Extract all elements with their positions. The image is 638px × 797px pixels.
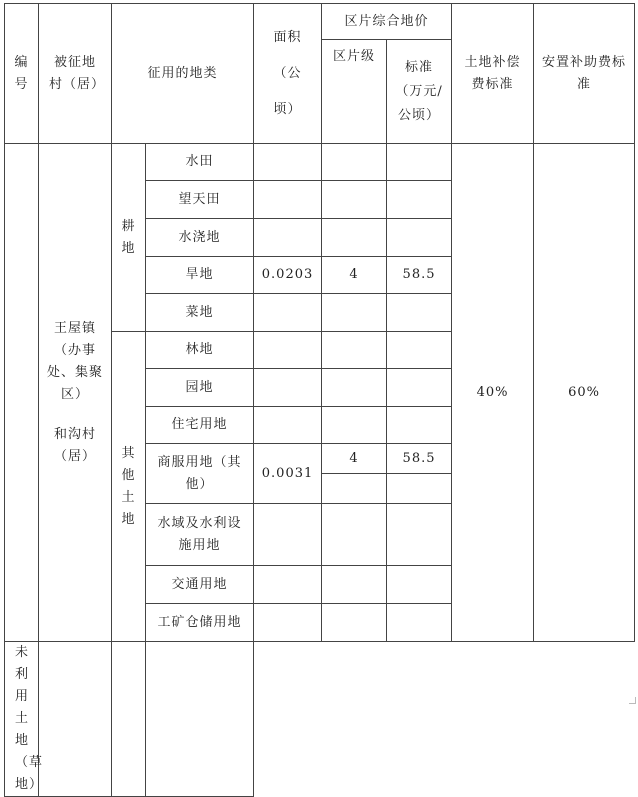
row-residential: 住宅用地 xyxy=(146,407,254,444)
dry-zone-level: 4 xyxy=(322,257,387,294)
compensation-rate: 40% xyxy=(452,144,534,642)
header-number: 编号 xyxy=(5,4,39,144)
header-area: 面积（公顷） xyxy=(254,4,322,144)
row-forest: 林地 xyxy=(146,332,254,369)
village-line-2: （办事处、集聚区） xyxy=(46,342,103,402)
row-garden: 园地 xyxy=(146,369,254,407)
header-compensation: 土地补偿费标准 xyxy=(452,4,534,144)
row-commercial: 商服用地（其他） xyxy=(146,444,254,504)
village-line-1: 王屋镇 xyxy=(53,320,96,336)
header-village: 被征地村（居） xyxy=(39,4,112,144)
header-price-group: 区片综合地价 xyxy=(322,4,452,40)
header-standard: 标准（万元/公顷） xyxy=(387,40,452,144)
row-water: 水域及水利设施用地 xyxy=(146,504,254,566)
row-dry: 旱地 xyxy=(146,257,254,294)
row-mining: 工矿仓储用地 xyxy=(146,604,254,642)
header-resettlement: 安置补助费标准 xyxy=(534,4,635,144)
dry-area: 0.0203 xyxy=(254,257,322,294)
number-cell xyxy=(5,144,39,642)
resettlement-rate: 60% xyxy=(534,144,635,642)
commercial-area: 0.0031 xyxy=(254,444,322,504)
row-traffic: 交通用地 xyxy=(146,566,254,604)
land-compensation-table xyxy=(4,3,635,797)
header-zone-level: 区片级 xyxy=(322,40,387,144)
corner-mark xyxy=(629,697,636,704)
row-paddy: 水田 xyxy=(146,144,254,181)
dry-standard: 58.5 xyxy=(387,257,452,294)
commercial-standard: 58.5 xyxy=(387,444,452,474)
row-rainfed: 望天田 xyxy=(146,181,254,219)
header-land-type: 征用的地类 xyxy=(112,4,254,144)
commercial-zone-level: 4 xyxy=(322,444,387,474)
village-line-3: 和沟村（居） xyxy=(53,426,96,464)
row-vegetable: 菜地 xyxy=(146,294,254,332)
category-cultivated: 耕地 xyxy=(112,144,146,332)
row-unused: 未利用土地（草地） xyxy=(5,642,39,797)
row-irrigated: 水浇地 xyxy=(146,219,254,257)
village-cell xyxy=(39,144,112,642)
category-other: 其他土地 xyxy=(112,332,146,642)
